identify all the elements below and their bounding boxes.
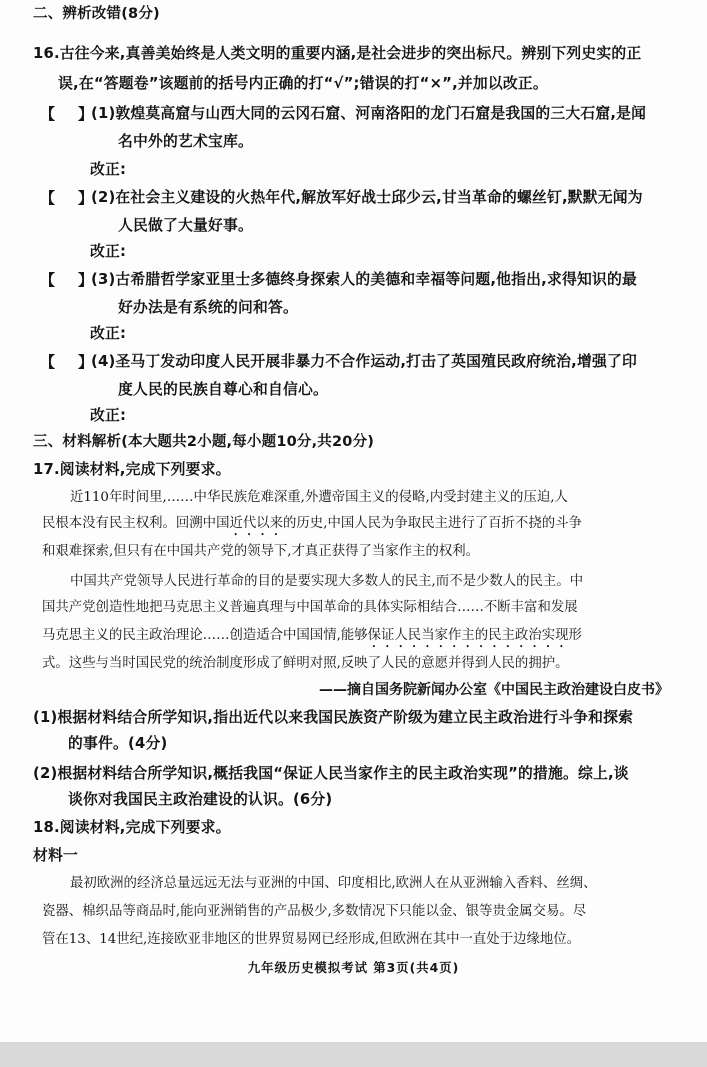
- q17-material-p1-line-3: 和艰难探索,但只有在中国共产党的领导下,才真正获得了当家作主的权利。: [42, 544, 480, 559]
- q16-item-2-line-1: (2)在社会主义建设的火热年代,解放军好战士邱少云,甘当革命的螺丝钉,默默无闻为: [91, 189, 643, 206]
- answer-bracket-right: 】: [78, 353, 94, 371]
- q16-item-4-line-2: 度人民的民族自尊心和自信心。: [118, 381, 328, 398]
- page-bottom-margin: [0, 1042, 707, 1067]
- q17-requirement-2-line-1: (2)根据材料结合所学知识,概括我国“保证人民当家作主的民主政治实现”的措施。综上,谈: [33, 765, 629, 782]
- emphasis-dotted-text: 近代以来: [229, 516, 284, 531]
- q16-item-3-line-2: 好办法是有系统的问和答。: [118, 299, 298, 316]
- q16-item-3-correction-label: 改正:: [90, 325, 127, 342]
- answer-bracket-left: 【: [40, 353, 56, 371]
- section-2-heading: 二、辨析改错(8分): [33, 6, 160, 22]
- q17-material-p1-line-2: 民根本没有民主权利。回溯中国近代以来的历史,中国人民为争取民主进行了百折不挠的斗争: [42, 516, 582, 531]
- q16-stem-line-2: 误,在“答题卷”该题前的括号内正确的打“√”;错误的打“×”,并加以改正。: [58, 75, 548, 92]
- q16-item-2-correction-label: 改正:: [90, 243, 127, 260]
- q17-citation: ——摘自国务院新闻办公室《中国民主政治建设白皮书》: [319, 682, 669, 698]
- q17-requirement-1-line-2: 的事件。(4分): [68, 735, 168, 752]
- q16-item-1-line-1: (1)敦煌莫高窟与山西大同的云冈石窟、河南洛阳的龙门石窟是我国的三大石窟,是闻: [91, 105, 647, 122]
- q17-material-p2-line-4: 式。这些与当时国民党的统治制度形成了鲜明对照,反映了人民的意愿并得到人民的拥护。: [42, 656, 569, 671]
- answer-bracket-right: 】: [78, 271, 94, 289]
- q16-item-1-correction-label: 改正:: [90, 161, 127, 178]
- q16-stem-line-1: 16.古往今来,真善美始终是人类文明的重要内涵,是社会进步的突出标尺。辨别下列史实的正: [33, 45, 642, 62]
- q17-requirement-2-line-2: 谈你对我国民主政治建设的认识。(6分): [68, 791, 333, 808]
- answer-bracket-left: 【: [40, 189, 56, 207]
- q17-requirement-1-line-1: (1)根据材料结合所学知识,指出近代以来我国民族资产阶级为建立民主政治进行斗争和探索: [33, 709, 634, 726]
- page-footer: 九年级历史模拟考试 第3页(共4页): [247, 961, 460, 975]
- q16-item-2-line-2: 人民做了大量好事。: [118, 217, 253, 234]
- q17-material-p2-line-2: 国共产党创造性地把马克思主义普遍真理与中国革命的具体实际相结合……不断丰富和发展: [42, 600, 578, 615]
- emphasis-dotted-text: 保证人民当家作主的民主政治实现: [367, 628, 569, 643]
- q16-item-4-correction-label: 改正:: [90, 407, 127, 424]
- q16-item-3-line-1: (3)古希腊哲学家亚里士多德终身探索人的美德和幸福等问题,他指出,求得知识的最: [91, 271, 637, 288]
- q17-material-p2-line-1: 中国共产党领导人民进行革命的目的是要实现大多数人的民主,而不是少数人的民主。中: [70, 574, 584, 589]
- q18-material-1-line-3: 管在13、14世纪,连接欧亚非地区的世界贸易网已经形成,但欧洲在其中一直处于边缘地位。: [42, 932, 581, 947]
- q18-material-1-line-1: 最初欧洲的经济总量远远无法与亚洲的中国、印度相比,欧洲人在从亚洲输入香料、丝绸、: [70, 876, 597, 891]
- q17-stem: 17.阅读材料,完成下列要求。: [33, 461, 231, 478]
- section-3-heading: 三、材料解析(本大题共2小题,每小题10分,共20分): [33, 434, 375, 450]
- q17-material-p2-line-3: 马克思主义的民主政治理论……创造适合中国国情,能够保证人民当家作主的民主政治实现形: [42, 628, 582, 643]
- answer-bracket-right: 】: [78, 105, 94, 123]
- q18-material-1-label: 材料一: [33, 847, 78, 864]
- q18-stem: 18.阅读材料,完成下列要求。: [33, 819, 231, 836]
- answer-bracket-right: 】: [78, 189, 94, 207]
- answer-bracket-left: 【: [40, 271, 56, 289]
- q18-material-1-line-2: 瓷器、棉织品等商品时,能向亚洲销售的产品极少,多数情况下只能以金、银等贵金属交易。尽: [42, 904, 587, 919]
- answer-bracket-left: 【: [40, 105, 56, 123]
- q16-item-1-line-2: 名中外的艺术宝库。: [118, 133, 253, 150]
- q17-material-p1-line-1: 近110年时间里,……中华民族危难深重,外遭帝国主义的侵略,内受封建主义的压迫,人: [70, 490, 568, 505]
- q16-item-4-line-1: (4)圣马丁发动印度人民开展非暴力不合作运动,打击了英国殖民政府统治,增强了印: [91, 353, 637, 370]
